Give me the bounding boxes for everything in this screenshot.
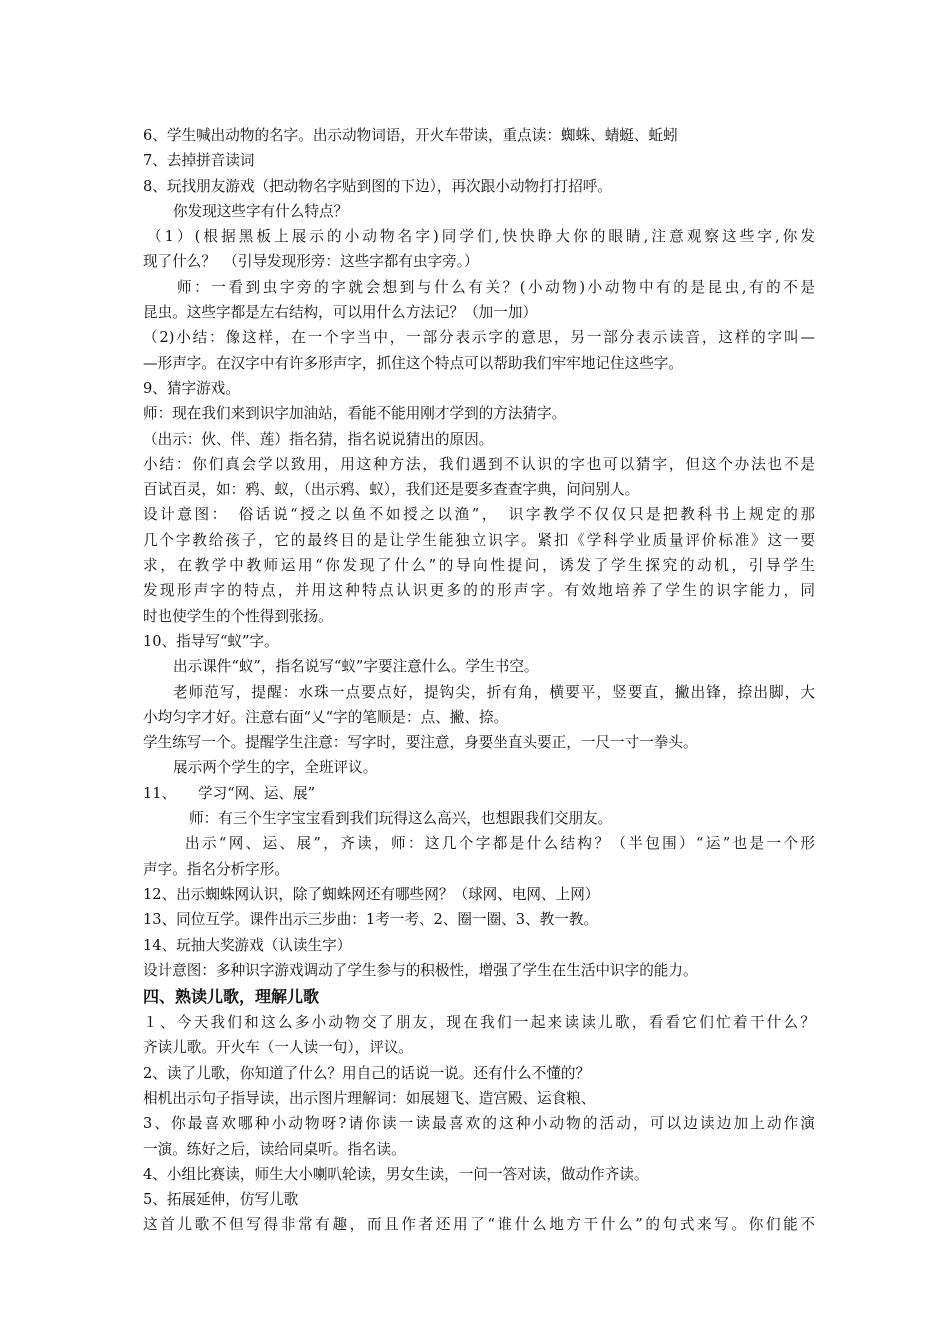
text-line: 相机出示句子指导读，出示图片理解词：如展翅飞、造宫殿、运食粮、 — [143, 1089, 596, 1107]
text-line: 师：现在我们来到识字加油站，看能不能用刚才学到的方法猜字。 — [143, 405, 567, 423]
text-line: 7、去掉拼音读词 — [143, 152, 255, 170]
text-line: １、今天我们和这么多小动物交了朋友，现在我们一起来读读儿歌，看看它们忙着干什么？ — [143, 1014, 815, 1032]
text-line: 14、玩抽大奖游戏（认读生字） — [143, 936, 352, 954]
text-line: 13、同位互学。课件出示三步曲：1考一考、2、圈一圈、3、教一教。 — [143, 911, 599, 929]
text-line: 时也使学生的个性得到张扬。 — [143, 607, 333, 625]
text-line: 3、你最喜欢哪种小动物呀?请你读一读最喜欢的这种小动物的活动，可以边读边加上动作演 — [143, 1115, 815, 1133]
text-line: 你发现这些字有什么特点？ — [173, 202, 349, 220]
text-line: 这首儿歌不但写得非常有趣，而且作者还用了“谁什么地方干什么”的句式来写。你们能不 — [143, 1216, 815, 1234]
text-line: 百试百灵，如：鸦、蚁，（出示鸦、蚁），我们还是要多查查字典，问问别人。 — [143, 481, 640, 499]
text-line: 11、 学习“网、运、展” — [143, 784, 316, 802]
text-line: 展示两个学生的字，全班评议。 — [173, 759, 378, 777]
text-line: 12、出示蜘蛛网认识，除了蜘蛛网还有哪些网？（球网、电网、上网） — [143, 885, 600, 903]
text-line: 9、猜字游戏。 — [143, 379, 240, 397]
text-line: 发现形声字的特点，并用这种特点认识更多的的形声字。有效地培养了学生的识字能力，同 — [143, 582, 815, 600]
document-page — [143, 123, 815, 1238]
text-line: 齐读儿歌。开火车（一人读一句），评议。 — [143, 1039, 413, 1057]
text-line: 老师范写，提醒：水珠一点要点好，提钩尖，折有角，横要平，竖要直，撇出锋，捺出脚，大 — [173, 683, 815, 701]
text-line: 出示“网、运、展”，齐读，师：这几个字都是什么结构？（半包围）“运”也是一个形 — [185, 835, 815, 853]
text-line: （1）(根据黑板上展示的小动物名字)同学们,快快睁大你的眼睛,注意观察这些字,你发 — [147, 228, 815, 246]
text-line: 设计意图：多种识字游戏调动了学生参与的积极性，增强了学生在生活中识字的能力。 — [143, 961, 698, 979]
text-line: 几个字教给孩子，它的最终目的是让学生能独立识字。紧扣《学科学业质量评价标准》这一要 — [143, 531, 815, 549]
text-line: 8、玩找朋友游戏（把动物名字贴到图的下边），再次跟小动物打打招呼。 — [143, 177, 612, 195]
text-line: 现了什么？ （引导发现形旁：这些字都有虫字旁。） — [143, 253, 479, 271]
text-line: 4、小组比赛读，师生大小喇叭轮读，男女生读，一问一答对读，做动作齐读。 — [143, 1165, 649, 1183]
text-line: 学生练写一个。提醒学生注意：写字时，要注意，身要坐直头要正，一尺一寸一拳头。 — [143, 734, 698, 752]
text-line: —形声字。在汉字中有许多形声字，抓住这个特点可以帮助我们牢牢地记住这些字。 — [143, 354, 683, 372]
text-line: 2、读了儿歌，你知道了什么？用自己的话说一说。还有什么不懂的？ — [143, 1064, 591, 1082]
text-line: 出示课件“蚁”，指名说写“蚁”字要注意什么。学生书空。 — [173, 658, 539, 676]
text-line: 师：一看到虫字旁的字就会想到与什么有关？(小动物)小动物中有的是昆虫,有的不是 — [177, 278, 815, 296]
text-line: 设计意图： 俗话说“授之以鱼不如授之以渔”， 识字教学不仅仅只是把教科书上规定的那 — [143, 506, 815, 524]
text-line: 10、指导写“蚁”字。 — [143, 632, 279, 650]
text-line: 师：有三个生字宝宝看到我们玩得这么高兴，也想跟我们交朋友。 — [189, 810, 613, 828]
text-line: （出示：伙、伴、莲）指名猜，指名说说猜出的原因。 — [143, 430, 494, 448]
text-line: 6、学生喊出动物的名字。出示动物词语，开火车带读，重点读：蜘蛛、蜻蜓、蚯蚓 — [143, 127, 678, 144]
text-line: 小结：你们真会学以致用，用这种方法，我们遇到不认识的字也可以猜字，但这个办法也不是 — [143, 455, 815, 473]
section-heading: 四、熟读儿歌，理解儿歌 — [143, 987, 320, 1007]
text-line: 小均匀字才好。注意右面“乂“字的笔顺是：点、撇、捺。 — [143, 708, 509, 726]
text-line: 一演。练好之后，读给同桌听。指名读。 — [143, 1140, 406, 1158]
text-line: （2)小结：像这样，在一个字当中，一部分表示字的意思，另一部分表示读音，这样的字叫— — [143, 329, 815, 347]
text-line: 求，在教学中教师运用“你发现了什么”的导向性提问，诱发了学生探究的动机，引导学生 — [143, 557, 815, 575]
text-line: 昆虫。这些字都是左右结构，可以用什么方法记？（加一加） — [143, 304, 538, 322]
text-line: 5、拓展延伸，仿写儿歌 — [143, 1191, 299, 1209]
text-line: 声字。指名分析字形。 — [143, 860, 289, 878]
